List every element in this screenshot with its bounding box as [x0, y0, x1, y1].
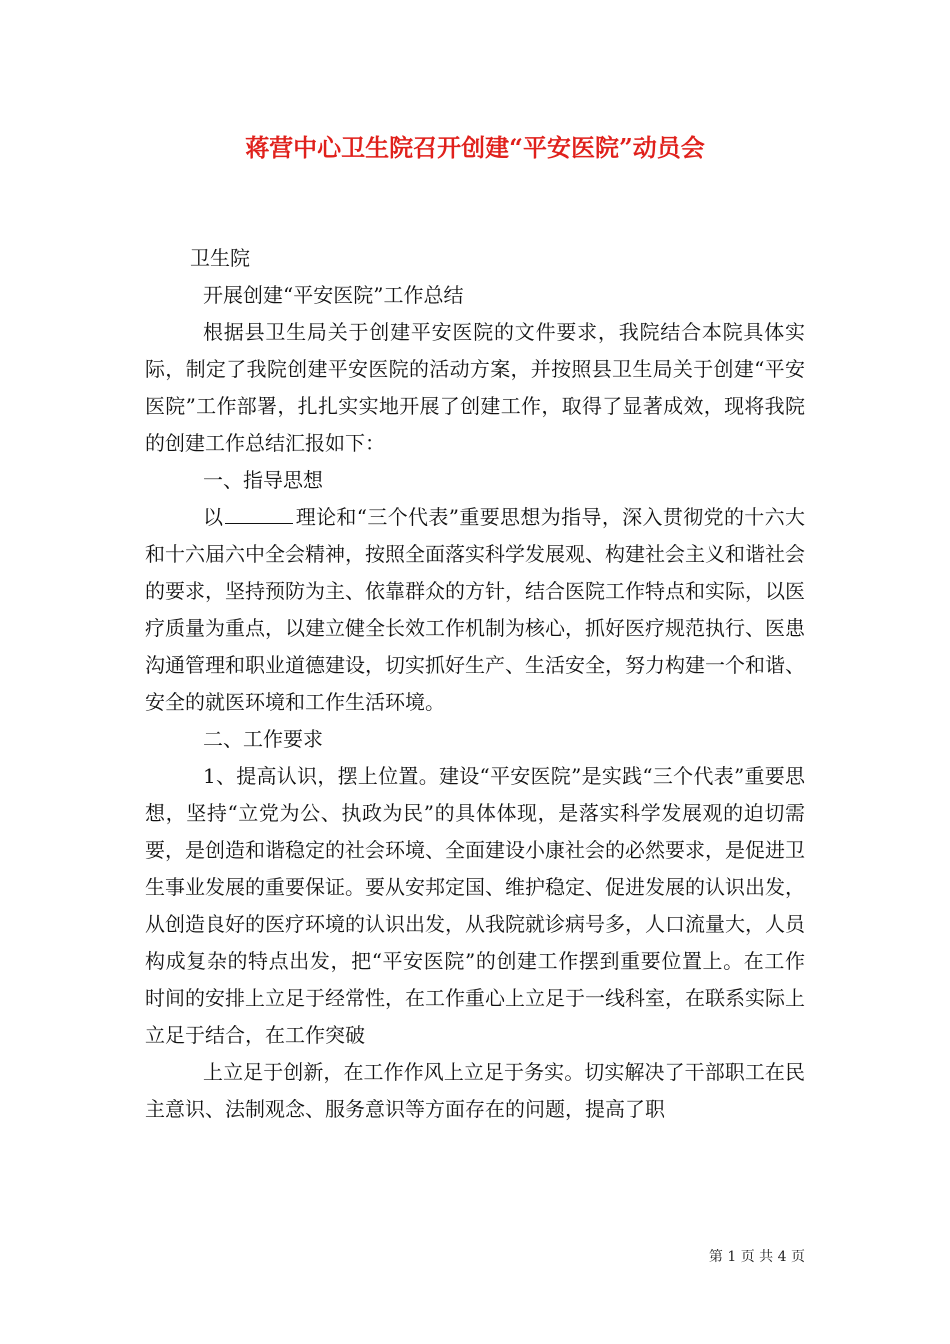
paragraph-continuation: 上立足于创新，在工作作风上立足于务实。切实解决了干部职工在民主意识、法制观念、服务意识等方面存在的问题，提高了职	[145, 1060, 805, 1121]
document-body	[145, 240, 805, 1128]
page-number: 第 1 页 共 4 页	[708, 1249, 805, 1265]
paragraph-guiding-prefix: 以	[203, 505, 224, 529]
paragraph-hospital: 卫生院	[190, 246, 250, 270]
blank-underline	[225, 503, 293, 524]
paragraph-requirement-1: 1、提高认识，摆上位置。建设“平安医院”是实践“三个代表”重要思想，坚持“立党为公、执政为民”的具体体现，是落实科学发展观的迫切需要，是创造和谐稳定的社会环境、全面建设小康社会的必然要求，是促进卫生事业发展的重要保证。要从安邦定国、维护稳定、促进发展的认识出发，从创造良好的医疗环境的认识出发，从我院就诊病号多，人口流量大，人员构成复杂的特点出发，把“平安医院”的创建工作摆到重要位置上。在工作时间的安排上立足于经常性，在工作重心上立足于一线科室，在联系实际上立足于结合，在工作突破	[145, 764, 805, 1047]
document-title: 蒋营中心卫生院召开创建“平安医院”动员会	[245, 133, 705, 162]
paragraph-subtitle: 开展创建“平安医院”工作总结	[203, 283, 464, 307]
paragraph-guiding-text: 理论和“三个代表”重要思想为指导，深入贯彻党的十六大和十六届六中全会精神，按照全面落实科学发展观、构建社会主义和谐社会的要求，坚持预防为主、依靠群众的方针，结合医院工作特点和实际，以医疗质量为重点，以建立健全长效工作机制为核心，抓好医疗规范执行、医患沟通管理和职业道德建设，切实抓好生产、生活安全，努力构建一个和谐、安全的就医环境和工作生活环境。	[145, 505, 806, 714]
paragraph-intro: 根据县卫生局关于创建平安医院的文件要求，我院结合本院具体实际，制定了我院创建平安医院的活动方案，并按照县卫生局关于创建“平安医院”工作部署，扎扎实实地开展了创建工作，取得了显著成效，现将我院的创建工作总结汇报如下：	[145, 320, 805, 455]
heading-work-requirements: 二、工作要求	[203, 727, 323, 751]
heading-guiding-thought: 一、指导思想	[203, 468, 323, 492]
paragraph-guiding-thought	[145, 499, 805, 721]
